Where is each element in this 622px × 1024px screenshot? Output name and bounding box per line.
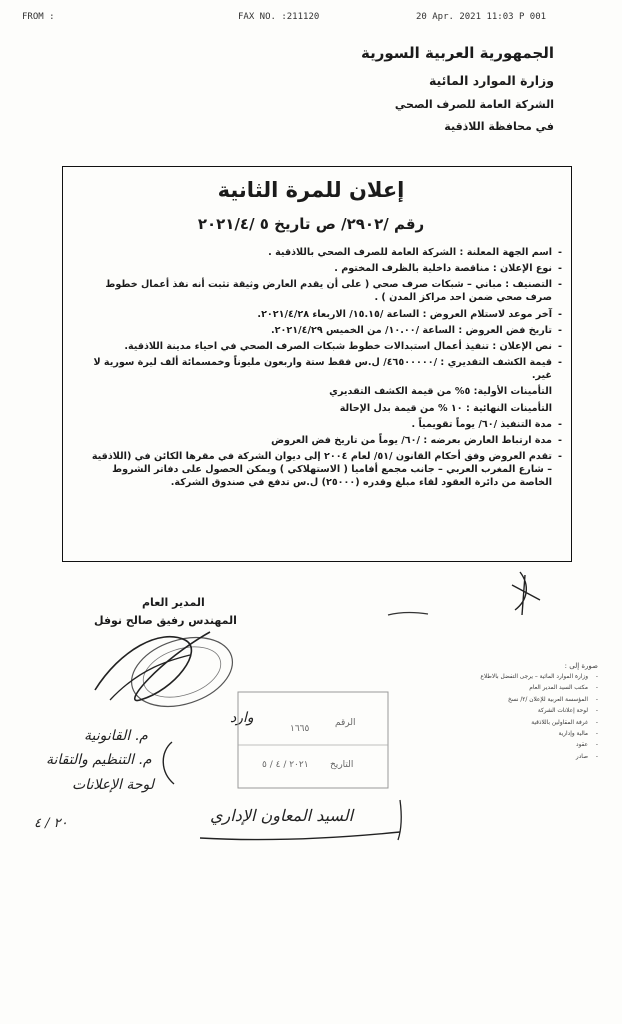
stamp-number-value: ١٦٦٥ bbox=[290, 724, 310, 734]
handwritten-noticeboard-note: لوحة الإعلانات bbox=[72, 777, 155, 793]
item-execution-period: - مدة التنفيذ /٦٠/ يوماً تقويمياً . bbox=[88, 418, 562, 431]
announcement-reference: رقم /٢٩٠٢/ ص تاريخ ٥ /٢٠٢١/٤ bbox=[197, 215, 425, 233]
recipient-director-office: - مكتب السيد المدير العام bbox=[398, 683, 598, 694]
handwritten-date: ٢٠ / ٤ bbox=[34, 816, 68, 831]
fax-from: FROM : bbox=[22, 12, 55, 22]
stamp-date-label: التاريخ bbox=[330, 760, 354, 770]
item-bid-validity: - مدة ارتباط العارض بعرضه : /٦٠/ يوماً من تاريخ فض العروض bbox=[88, 434, 562, 447]
handwritten-legal-note: م. القانونية bbox=[84, 728, 148, 744]
recipient-ministry: - وزارة الموارد المائية – يرجى التفضل بالاطلاع bbox=[398, 672, 598, 683]
fax-number: FAX NO. :211120 bbox=[238, 12, 320, 22]
recipient-advertising-agency: - المؤسسة العربية للإعلان /٢/ نسخ bbox=[398, 695, 598, 706]
item-announcement-type: - نوع الإعلان : مناقصة داخلية بالظرف المختوم . bbox=[88, 262, 562, 275]
stamp-number-label: الرقم bbox=[335, 718, 356, 728]
item-submission-rules: - تقدم العروض وفق أحكام القانون /٥١/ لعام ٢٠٠٤ إلى ديوان الشركة في مقرها الكائن في (اللاذقية – شارع المغرب العربي – جانب مجمع أفاميا ( الاستهلاكي ) ويمكن الحصول على دفاتر الشروط الخاصة من دائرة العقود لقاء مبلغ وقدره (٢٥٠٠٠) ل.س تدفع في صندوق الشركة. bbox=[88, 450, 562, 489]
manager-signature-loops bbox=[95, 632, 210, 701]
fax-datetime: 20 Apr. 2021 11:03 P 001 bbox=[416, 12, 547, 22]
recipient-finance-admin: - مالية وإدارية bbox=[398, 729, 598, 740]
item-estimated-value: - قيمة الكشف التقديري : /٤٦٥٠٠٠٠٠/ ل.س فقط ستة واربعون مليوناً وخمسمائة ألف ليرة سورية لا غير. bbox=[88, 356, 562, 382]
director-signature-scribble bbox=[512, 572, 540, 615]
recipient-notice-board: - لوحة إعلانات الشركة bbox=[398, 706, 598, 717]
item-announcing-entity: - اسم الجهة المعلنة : الشركة العامة للصرف الصحي باللاذقية . bbox=[88, 246, 562, 259]
initial-mark bbox=[388, 613, 428, 615]
letterhead-company: الشركة العامة للصرف الصحي bbox=[394, 98, 554, 111]
handwritten-incoming-note: وارد bbox=[230, 710, 254, 726]
item-opening-date: - تاريخ فض العروض : الساعة /١٠.٠٠/ من الخميس ٢٠٢١/٤/٢٩. bbox=[88, 324, 562, 337]
handwritten-admin-note: السيد المعاون الإداري bbox=[210, 806, 354, 825]
item-final-guarantee: التأمينات النهائية : ١٠ % من قيمة بدل الإحالة bbox=[339, 402, 552, 414]
handwritten-organization-note: م. التنظيم والتقانة bbox=[46, 752, 152, 768]
letterhead-country: الجمهورية العربية السورية bbox=[361, 44, 554, 62]
distribution-bracket bbox=[163, 742, 174, 784]
received-stamp-box bbox=[238, 692, 388, 788]
recipient-outgoing: - صادر bbox=[398, 752, 598, 763]
signature-title: المدير العام bbox=[142, 596, 205, 609]
distribution-heading: صورة إلى : bbox=[564, 662, 598, 670]
signature-name: المهندس رفيق صالح نوفل bbox=[94, 614, 237, 627]
letterhead-governorate: في محافظة اللاذقية bbox=[444, 120, 554, 133]
item-classification: - التصنيف : مباني – شبكات صرف صحي ( على أن يقدم العارض وثيقة تثبت أنه نفذ أعمال خطوط صرف صحي ضمن احد مراكز المدن ) . bbox=[88, 278, 562, 304]
announcement-title: إعلان للمرة الثانية bbox=[217, 178, 405, 202]
item-submission-deadline: - آخر موعد لاستلام العروض : الساعة /١٥.١٥/ الاربعاء ٢٠٢١/٤/٢٨. bbox=[88, 308, 562, 321]
recipient-contracts: - عقود bbox=[398, 740, 598, 751]
recipient-contractors-chamber: - غرفة المقاولين باللاذقية bbox=[398, 718, 598, 729]
item-announcement-text: - نص الإعلان : تنفيذ أعمال استبدالات خطوط شبكات الصرف الصحي في احياء مدينة اللاذقية. bbox=[88, 340, 562, 353]
letterhead-ministry: وزارة الموارد المائية bbox=[428, 73, 554, 88]
admin-note-underline bbox=[200, 832, 400, 840]
item-initial-guarantee: التأمينات الأولية: ٥% من قيمة الكشف التقديري bbox=[329, 386, 552, 398]
stamp-date-value: ٢٠٢١ / ٤ / ٥ bbox=[262, 760, 309, 770]
